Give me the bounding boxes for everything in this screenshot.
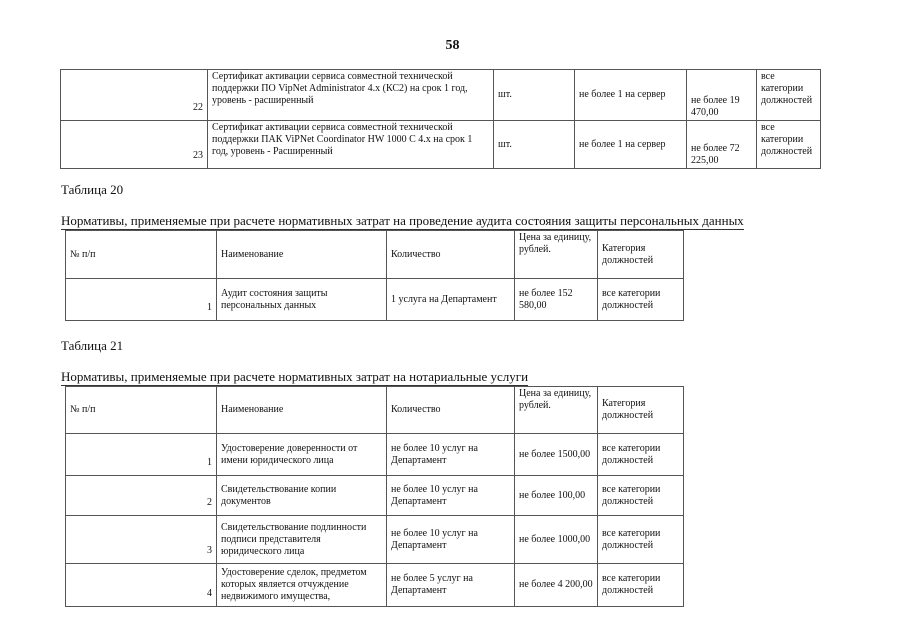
header-qty: Количество <box>387 387 515 434</box>
row-quantity: 1 услуга на Департамент <box>387 279 515 321</box>
table20-title: Нормативы, применяемые при расчете нормативных затрат на проведение аудита состояния защиты персональных данных <box>61 213 744 228</box>
table-header-row <box>66 231 684 279</box>
row-price: не более 1000,00 <box>515 516 598 564</box>
row-name: Свидетельствование копии документов <box>217 476 387 516</box>
table-row <box>66 516 684 564</box>
row-unit: шт. <box>494 70 575 121</box>
header-name: Наименование <box>217 231 387 279</box>
row-number: 22 <box>61 70 208 121</box>
row-name: Удостоверение доверенности от имени юридического лица <box>217 434 387 476</box>
row-price: не более 1500,00 <box>515 434 598 476</box>
row-unit: шт. <box>494 121 575 169</box>
table-row <box>66 476 684 516</box>
row-name: Сертификат активации сервиса совместной технической поддержки ПО VipNet Administrator 4.x (КС2) на срок 1 год, уровень - расширенный <box>208 70 494 121</box>
row-price: не более 72 225,00 <box>687 121 757 169</box>
table21-title: Нормативы, применяемые при расчете нормативных затрат на нотариальные услуги <box>61 369 529 384</box>
row-name: Свидетельствование подлинности подписи представителя юридического лица <box>217 516 387 564</box>
row-price: не более 19 470,00 <box>687 70 757 121</box>
row-category: все категории должностей <box>598 516 684 564</box>
table-row <box>61 70 821 121</box>
header-num: № п/п <box>66 387 217 434</box>
row-number: 4 <box>66 564 217 607</box>
row-category: все категории должностей <box>598 564 684 607</box>
row-number: 23 <box>61 121 208 169</box>
row-name: Сертификат активации сервиса совместной технической поддержки ПАК ViPNet Coordinator HW 1000 С 4.x на срок 1 год, уровень - Расширенный <box>208 121 494 169</box>
row-quantity: не более 10 услуг на Департамент <box>387 476 515 516</box>
row-category: все категории должностей <box>757 70 821 121</box>
row-number: 1 <box>66 434 217 476</box>
row-quantity: не более 10 услуг на Департамент <box>387 516 515 564</box>
table-row <box>66 434 684 476</box>
row-category: все категории должностей <box>598 434 684 476</box>
header-name: Наименование <box>217 387 387 434</box>
table20-label: Таблица 20 <box>61 182 124 197</box>
table21-label: Таблица 21 <box>61 338 124 353</box>
table-row <box>66 279 684 321</box>
row-category: все категории должностей <box>598 476 684 516</box>
table20 <box>65 230 684 321</box>
row-category: все категории должностей <box>598 279 684 321</box>
row-category: все категории должностей <box>757 121 821 169</box>
row-number: 3 <box>66 516 217 564</box>
row-quantity: не более 1 на сервер <box>575 70 687 121</box>
top-table <box>60 69 821 169</box>
header-qty: Количество <box>387 231 515 279</box>
row-quantity: не более 5 услуг на Департамент <box>387 564 515 607</box>
table-header-row <box>66 387 684 434</box>
row-price: не более 4 200,00 <box>515 564 598 607</box>
row-quantity: не более 10 услуг на Департамент <box>387 434 515 476</box>
row-name: Удостоверение сделок, предметом которых является отчуждение недвижимого имущества, <box>217 564 387 607</box>
table-row <box>61 121 821 169</box>
table21 <box>65 386 684 607</box>
page-number: 58 <box>445 38 460 53</box>
table-row <box>66 564 684 607</box>
header-price: Цена за единицу, рублей. <box>515 387 598 434</box>
row-price: не более 100,00 <box>515 476 598 516</box>
row-name: Аудит состояния защиты персональных данных <box>217 279 387 321</box>
header-category: Категория должностей <box>598 231 684 279</box>
header-category: Категория должностей <box>598 387 684 434</box>
row-price: не более 152 580,00 <box>515 279 598 321</box>
row-quantity: не более 1 на сервер <box>575 121 687 169</box>
row-number: 1 <box>66 279 217 321</box>
header-price: Цена за единицу, рублей. <box>515 231 598 279</box>
header-num: № п/п <box>66 231 217 279</box>
row-number: 2 <box>66 476 217 516</box>
